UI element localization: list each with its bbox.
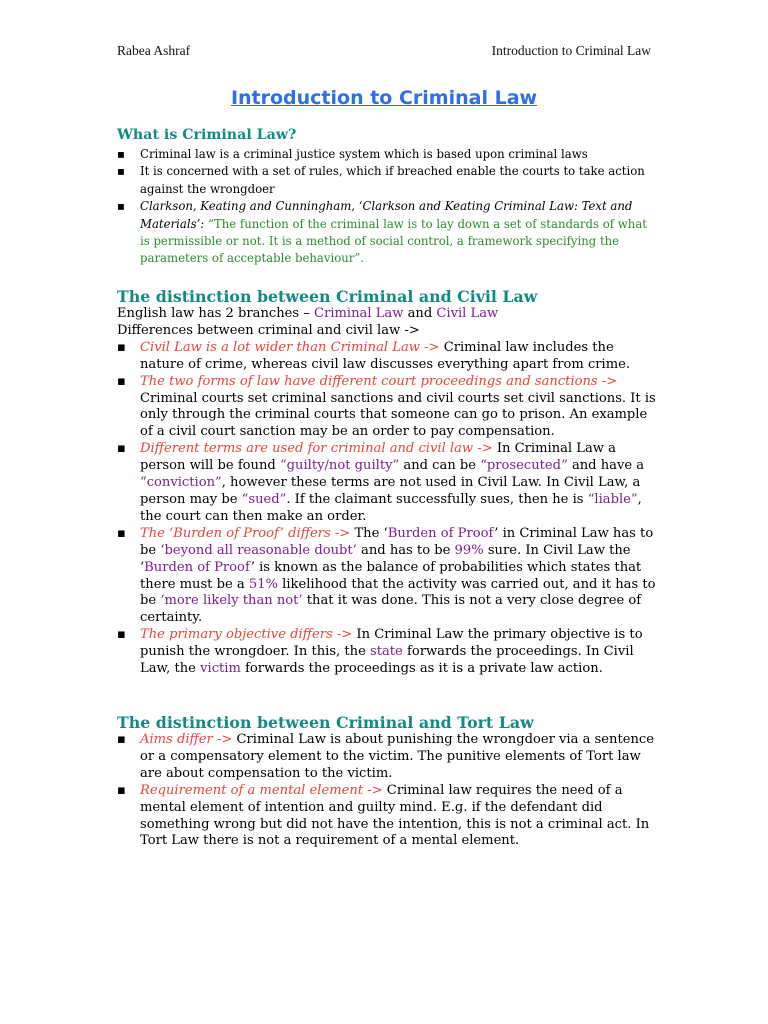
document-title: Introduction to Criminal Law <box>230 87 538 109</box>
bullet-lead: Civil Law is a lot wider than Criminal Law -> <box>140 339 440 355</box>
bullet-text: Criminal law requires the need of a mental element of intention and guilty mind. E.g. if the defendant did something wrong but did not have the intention, this is not a criminal act. In Tort Law there is not a requirement of a mental element. <box>140 782 650 849</box>
header-course: Introduction to Criminal Law <box>491 43 651 58</box>
intro-line: Differences between criminal and civil law -> <box>117 322 420 338</box>
bullet-text: The ‘ <box>354 525 388 541</box>
list-item <box>117 146 657 163</box>
bullet-text: and can be <box>403 458 477 474</box>
section-heading: The distinction between Criminal and Civil Law <box>117 287 538 306</box>
keyword: ‘more likely than not’ <box>160 593 303 609</box>
bullet-lead: Aims differ -> <box>140 732 233 747</box>
intro-text: and <box>407 306 433 321</box>
list-item <box>117 441 657 526</box>
bullet-text: and have a <box>571 458 645 474</box>
keyword: 99% <box>454 542 484 558</box>
section-heading: The distinction between Criminal and Tort Law <box>117 713 534 732</box>
bullet-list <box>117 340 657 678</box>
bullet-lead: Different terms are used for criminal and civil law -> <box>140 441 493 457</box>
bullet-text: Criminal Law is about punishing the wrongdoer via a sentence or a compensatory element to the victim. The punitive elements of Tort law are about compensation to the victim. <box>140 732 654 781</box>
citation: Clarkson, Keating and Cunningham, ‘Clarkson and Keating Criminal Law: Text and Materials’: <box>140 199 633 231</box>
header-author: Rabea Ashraf <box>117 43 191 58</box>
keyword: 51% <box>248 576 278 592</box>
bullet-text: , the court can then make an order. <box>140 491 642 524</box>
keyword: Criminal Law <box>314 306 404 321</box>
bullet-list <box>117 732 657 850</box>
bullet-text: In Criminal Law the primary objective is to punish the wrongdoer. In this, the <box>140 627 643 660</box>
bullet-text: Criminal law is a criminal justice system which is based upon criminal laws <box>140 147 588 161</box>
keyword: “prosecuted” <box>480 458 568 474</box>
bullet-text: forwards the proceedings as it is a private law action. <box>245 661 603 677</box>
section-what-is-criminal-law <box>117 127 657 268</box>
bullet-list <box>117 146 657 268</box>
list-item <box>117 627 657 678</box>
keyword: Burden of Proof <box>387 525 495 541</box>
keyword: Burden of Proof <box>144 559 251 575</box>
bullet-text: . If the claimant successfully sues, then he is <box>286 491 584 507</box>
keyword: ‘beyond all reasonable doubt’ <box>160 542 357 558</box>
bullet-lead: The ‘Burden of Proof’ differs -> <box>140 525 351 541</box>
intro-paragraph <box>117 306 657 340</box>
bullet-text: and has to be <box>361 542 451 558</box>
list-item <box>117 340 657 374</box>
keyword: state <box>370 644 403 660</box>
bullet-text: ’ is known as the balance of probabilities which states that there must be a <box>140 559 642 592</box>
bullet-text: ’ in Criminal Law has to be <box>140 525 654 558</box>
bullet-text: that it was done. This is not a very close degree of certainty. <box>140 593 642 626</box>
keyword: Civil Law <box>436 306 499 321</box>
bullet-lead: The two forms of law have different court proceedings and sanctions -> <box>140 373 618 389</box>
section-heading: What is Criminal Law? <box>117 127 297 143</box>
intro-text: English law has 2 branches – <box>117 306 310 321</box>
list-item <box>117 526 657 627</box>
section-criminal-vs-civil <box>117 287 657 678</box>
keyword: “conviction” <box>140 475 222 491</box>
list-item <box>117 163 657 198</box>
keyword: “guilty/not guilty” <box>279 458 400 474</box>
bullet-text: It is concerned with a set of rules, which if breached enable the courts to take action against the wrongdoer <box>140 164 645 196</box>
keyword: “liable” <box>587 491 638 507</box>
bullet-text: , however these terms are not used in Civil Law. In Civil Law, a person may be <box>140 475 641 507</box>
bullet-lead: The primary objective differs -> <box>140 627 353 643</box>
list-item <box>117 374 657 442</box>
bullet-text: In Criminal Law a person will be found <box>140 441 616 474</box>
section-criminal-vs-tort <box>117 713 657 850</box>
bullet-lead: Requirement of a mental element -> <box>140 782 383 798</box>
quote: “The function of the criminal law is to lay down a set of standards of what is permissible or not. It is a method of social control, a framework specifying the parameters of acceptable behaviour”. <box>140 216 647 266</box>
bullet-text: likelihood that the activity was carried out, and it has to be <box>140 576 656 609</box>
list-item <box>117 783 657 851</box>
bullet-text: Criminal law includes the nature of crime, whereas civil law discusses everything apart from crime. <box>140 339 631 372</box>
bullet-text: Criminal courts set criminal sanctions and civil courts set civil sanctions. It is only through the criminal courts that someone can go to prison. An example of a civil court sanction may be an order to pay compensation. <box>140 390 656 440</box>
keyword: victim <box>200 661 241 677</box>
bullet-text: forwards the proceedings. In Civil Law, the <box>140 644 634 677</box>
list-item <box>117 732 657 783</box>
bullet-text: sure. In Civil Law the ‘ <box>140 542 631 575</box>
keyword: “sued” <box>241 491 287 507</box>
list-item <box>117 198 657 268</box>
intro-line <box>117 306 657 323</box>
